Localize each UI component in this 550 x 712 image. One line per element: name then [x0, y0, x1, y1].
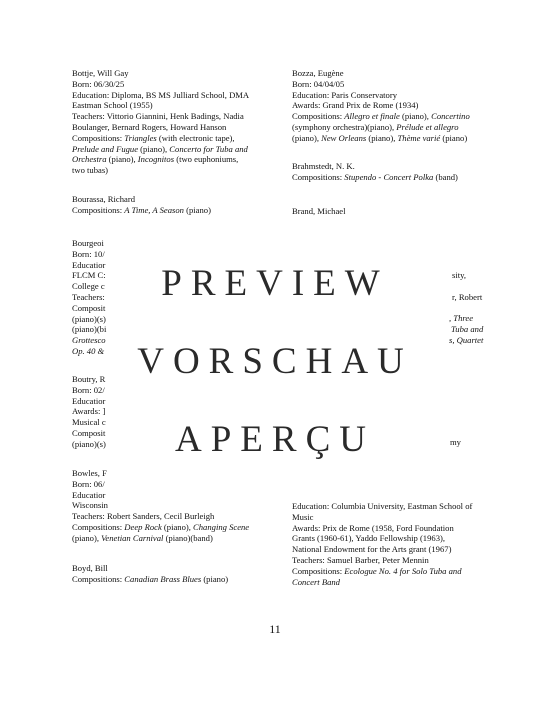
entry-boyd — [72, 563, 270, 585]
entry-compositions: Compositions: Triangles (with electronic tape), — [72, 132, 235, 143]
composition-title: New Orleans — [321, 132, 367, 143]
entry-compositions-cont: Prelude and Fugue (piano), Concerto for Tuba and — [72, 143, 248, 154]
entry-awards-cont: Musical c — [72, 417, 106, 428]
entry-education: Educatior — [72, 259, 106, 270]
entry-education-cont: Eastman School (1955) — [72, 100, 153, 111]
entry-teachers: Teachers: Samuel Barber, Peter Mennin — [292, 554, 429, 565]
entry-name: Bowles, F — [72, 468, 107, 478]
composition-title: Allegro et finale — [344, 111, 400, 122]
entry-name: Bozza, Eugène — [292, 68, 344, 78]
entry-education-cont: FLCM C: — [72, 270, 106, 281]
watermark-vorschau: VORSCHAU — [137, 341, 413, 382]
entry-compositions-cont: two tubas) — [72, 165, 109, 176]
entry-name: Bourgeoi — [72, 238, 104, 248]
composition-title: Canadian Brass Blues — [124, 573, 202, 584]
entry-compositions-cont: (piano)(s) — [72, 313, 106, 324]
entry-born: Born: 06/ — [72, 478, 105, 489]
entry-education: Education: Columbia University, Eastman School of — [292, 501, 473, 511]
composition-title: Incognitos — [137, 154, 175, 165]
entry-name: Boyd, Bill — [72, 563, 108, 573]
composition-title: Concert Band — [292, 576, 340, 587]
entry-compositions: Composit — [72, 302, 106, 313]
entry-compositions-cont: Op. 40 & — [72, 345, 105, 356]
composition-title: Venetian Carnival — [101, 532, 164, 543]
entry-education: Education: Paris Conservatory — [292, 89, 398, 100]
entry-fragment: sity, — [452, 270, 467, 280]
entry-teachers: Teachers: — [72, 291, 105, 302]
entry-compositions-cont: (piano)(bi — [72, 324, 107, 335]
watermark-preview: PREVIEW — [161, 263, 389, 304]
entry-teachers-cont: Boulanger, Bernard Rogers, Howard Hanson — [72, 121, 227, 132]
entry-fragment: , Three — [449, 313, 474, 323]
entry-education: Education: Diploma, BS MS Julliard School, DMA — [72, 89, 250, 100]
entry-fragment: r, Robert — [452, 292, 483, 302]
entry-education-cont: Music — [292, 511, 314, 522]
entry-compositions-cont — [292, 577, 492, 588]
composition-title: Deep Rock — [124, 521, 162, 532]
entry-bourassa — [72, 194, 270, 216]
entry-compositions: Compositions: Stupendo - Concert Polka (band) — [292, 171, 458, 182]
entry-awards: Awards: Prix de Rome (1958, Ford Foundation — [292, 522, 454, 533]
entry-name: Brand, Michael — [292, 206, 346, 216]
entry-compositions-cont: (symphony orchestra)(piano), Prélude et allegro — [292, 121, 459, 132]
entry-compositions: Compositions: Ecologue No. 4 for Solo Tuba and — [292, 565, 462, 576]
composition-title: Changing Scene — [193, 521, 250, 532]
entry-name: Bottje, Will Gay — [72, 68, 129, 78]
entry-education: Educatior — [72, 489, 106, 500]
entry-compositions: Compositions: Canadian Brass Blues (piano) — [72, 573, 229, 584]
entry-awards-cont: Grants (1960-61), Yaddo Fellowship (1963), — [292, 533, 446, 544]
watermark-apercu: APERÇU — [175, 419, 375, 460]
entry-compositions: Compositions: Allegro et finale (piano), Concertino — [292, 111, 470, 122]
entry-name: Brahmstedt, N. K. — [292, 161, 355, 171]
entry-education-cont: College c — [72, 281, 105, 292]
composition-title: Prélude et allegro — [396, 121, 459, 132]
composition-title: Concertino — [431, 111, 470, 122]
entry-compositions-cont: (piano)(s) — [72, 438, 106, 449]
composition-title: A Time, A Season — [124, 204, 184, 215]
entry-compositions-cont: (piano), New Orleans (piano), Thème varié (piano) — [292, 132, 468, 143]
entry-education-cont: Wisconsin — [72, 500, 108, 511]
entry-name: Boutry, R — [72, 374, 106, 384]
entry-compositions: Compositions: A Time, A Season (piano) — [72, 204, 211, 215]
entry-born: Born: 10/ — [72, 248, 105, 259]
composition-title: Stupendo - Concert Polka — [344, 171, 434, 182]
composition-title: Prelude and Fugue — [72, 143, 139, 154]
entry-awards-cont: National Endowment for the Arts grant (1967) — [292, 544, 452, 555]
entry-fragment: my — [450, 437, 461, 447]
composition-title: Concerto for Tuba and — [169, 143, 248, 154]
entry-teachers: Teachers: Vittorio Giannini, Henk Badings, Nadia — [72, 111, 244, 122]
entry-bottje — [72, 68, 270, 176]
entry-compositions-cont: Orchestra (piano), Incognitos (two euphoniums, — [72, 154, 239, 165]
entry-awards: Awards: Grand Prix de Rome (1934) — [292, 100, 419, 111]
entry-compositions: Composit — [72, 427, 106, 438]
entry-teachers: Teachers: Robert Sanders, Cecil Burleigh — [72, 511, 215, 522]
entry-brand-details — [292, 501, 492, 587]
entry-bozza — [292, 68, 492, 144]
entry-compositions-cont: Grottesco — [72, 335, 106, 346]
entry-born: Born: 06/30/25 — [72, 78, 125, 89]
entry-compositions: Compositions: Deep Rock (piano), Changing Scene — [72, 521, 250, 532]
entry-education: Educatior — [72, 395, 106, 406]
composition-title: Triangles — [124, 132, 157, 143]
entry-fragment: s, Quartet — [449, 335, 484, 345]
entry-name: Bourassa, Richard — [72, 194, 136, 204]
page-number: 11 — [269, 622, 281, 636]
entry-born: Born: 02/ — [72, 384, 105, 395]
composition-title: Thème varié — [397, 132, 441, 143]
entry-awards: Awards: ] — [72, 406, 106, 417]
entry-fragment: Tuba and — [451, 324, 484, 334]
composition-title: Orchestra — [72, 154, 107, 165]
composition-title: Ecologue No. 4 for Solo Tuba and — [344, 565, 462, 576]
entry-bowles — [72, 468, 270, 544]
entry-born: Born: 04/04/05 — [292, 78, 345, 89]
entry-brahmstedt — [292, 161, 492, 183]
entry-brand — [292, 206, 492, 217]
entry-compositions-cont: (piano), Venetian Carnival (piano)(band) — [72, 532, 213, 543]
